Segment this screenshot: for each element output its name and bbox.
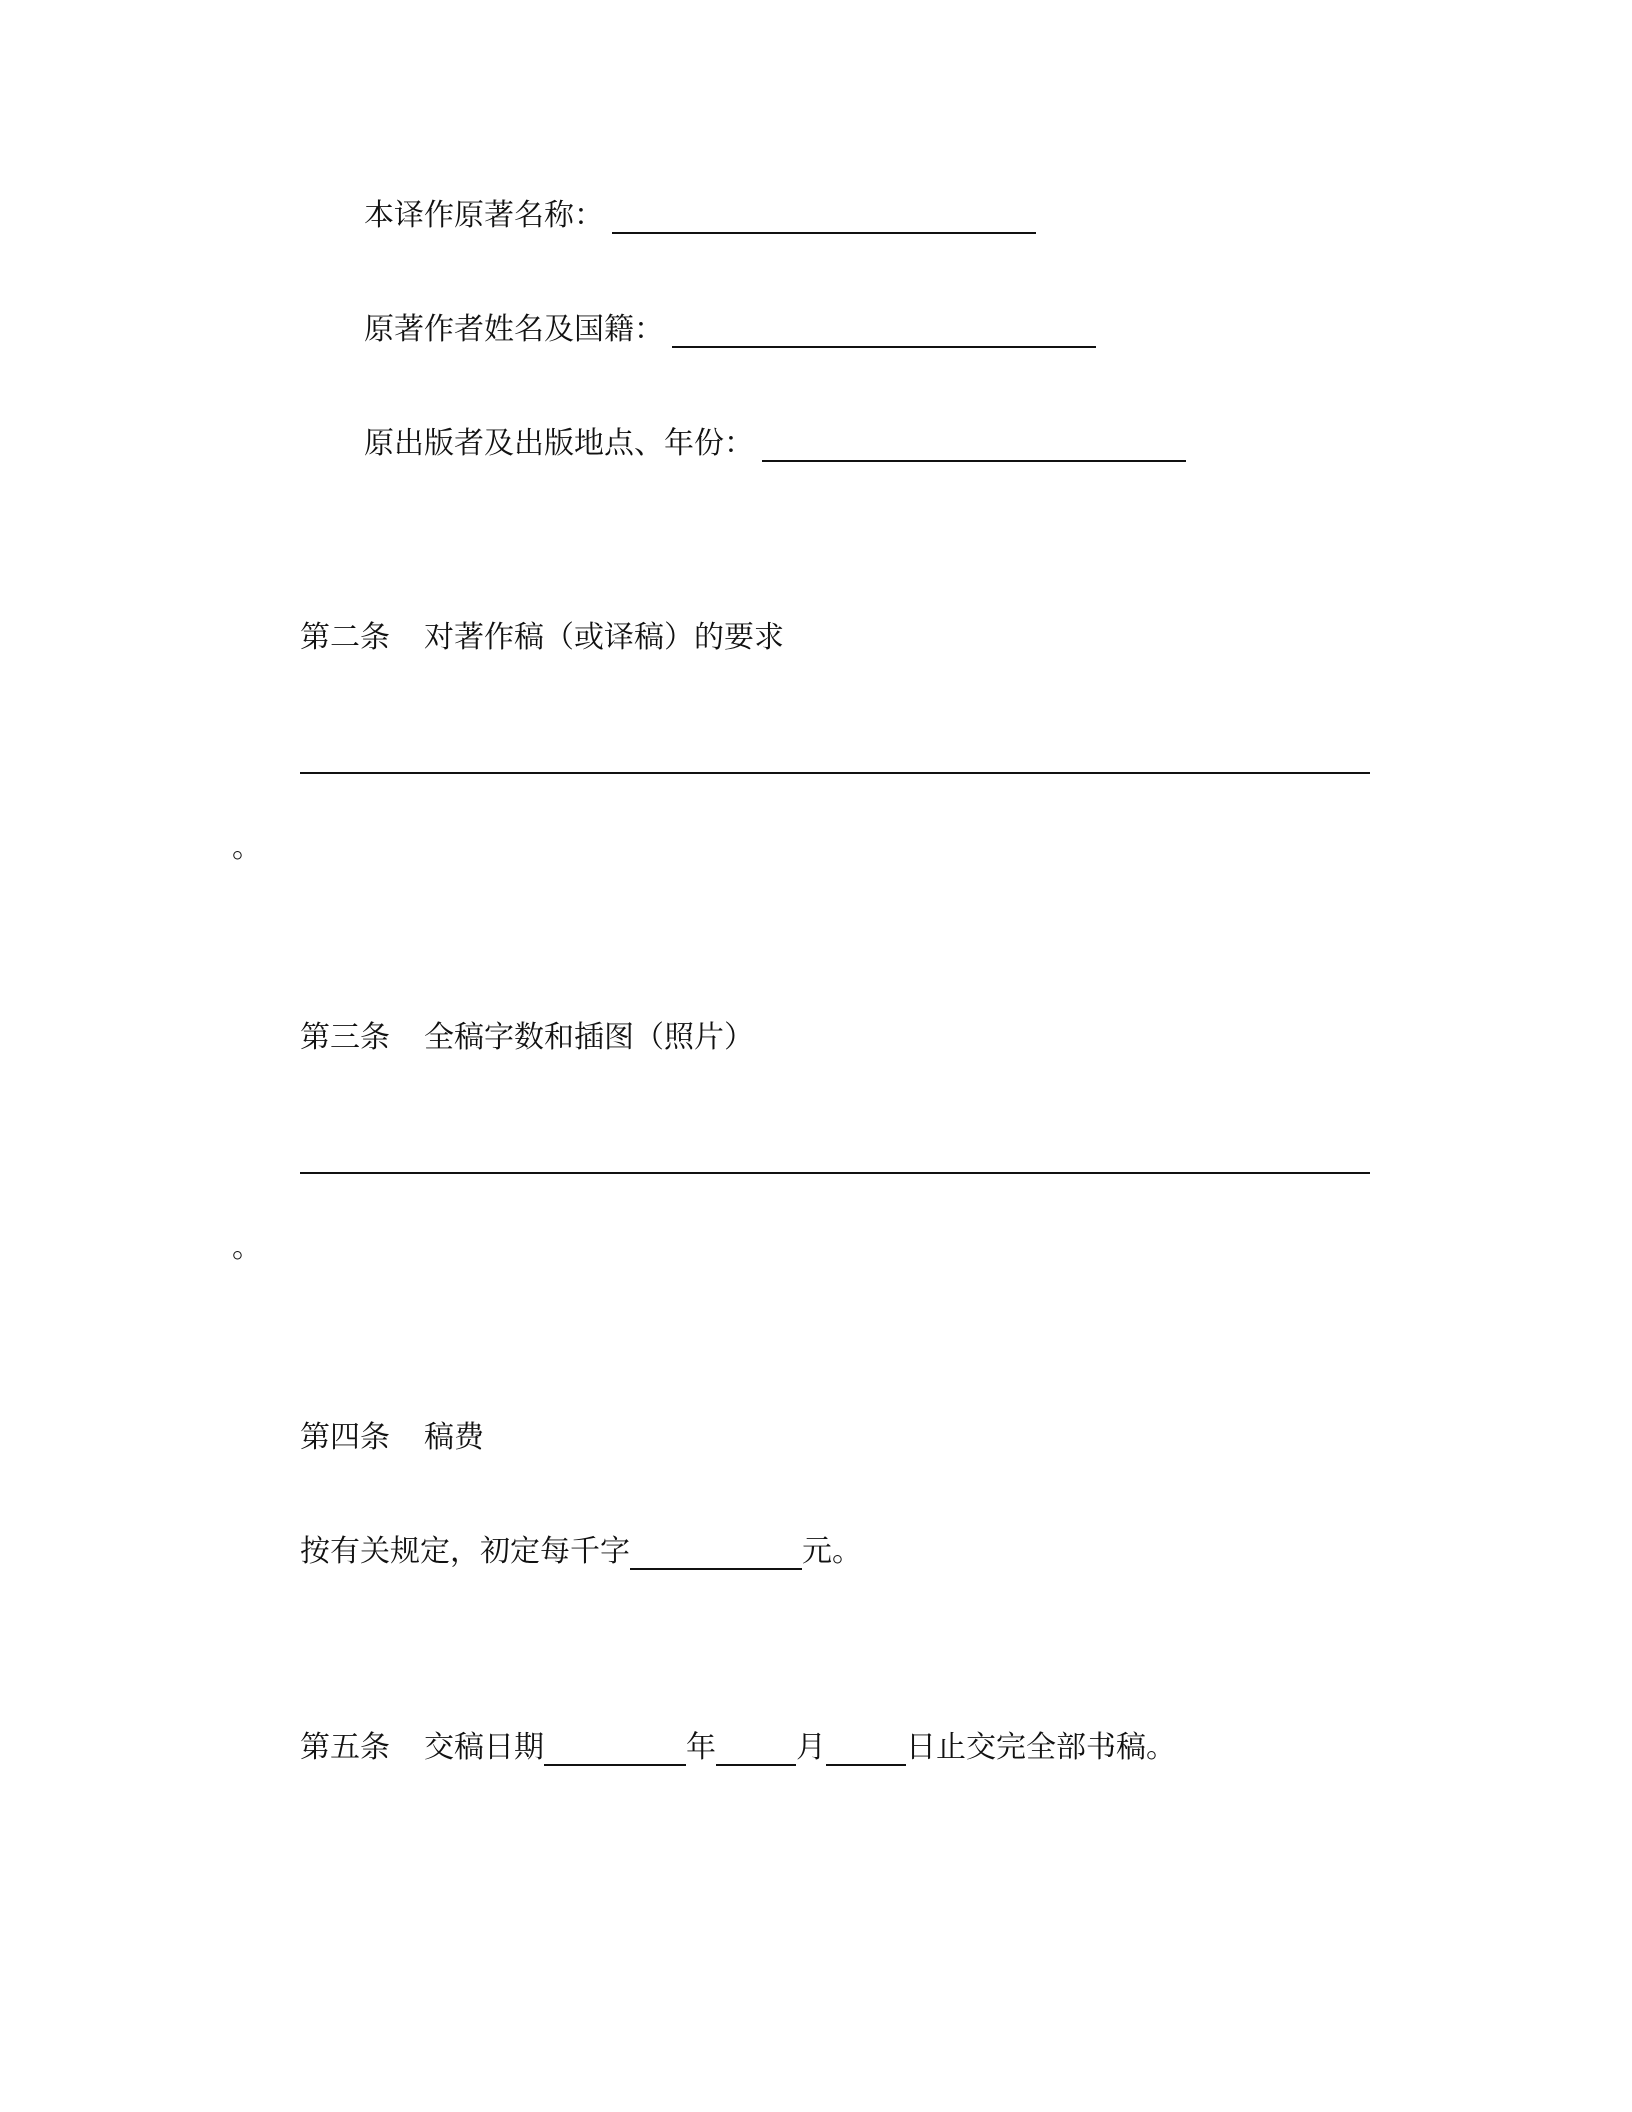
article5-title-prefix: 交稿日期: [424, 1730, 544, 1765]
article4-body: [300, 1532, 862, 1572]
article2-heading: [300, 618, 784, 658]
original-author-label: 原著作者姓名及国籍：: [364, 312, 664, 347]
original-author-field: [364, 310, 1096, 350]
article2-title: 对著作稿（或译稿）的要求: [424, 620, 784, 655]
article5-month-label: 月: [796, 1730, 826, 1765]
article2-number: 第二条: [300, 620, 390, 655]
article3-heading: [300, 1018, 754, 1058]
article3-title: 全稿字数和插图（照片）: [424, 1020, 754, 1055]
article5-suffix: 日止交完全部书稿。: [906, 1730, 1176, 1765]
article5-month-blank[interactable]: [716, 1730, 796, 1766]
original-publisher-blank[interactable]: [762, 426, 1186, 462]
original-author-blank[interactable]: [672, 312, 1096, 348]
article3-blank-line[interactable]: [300, 1172, 1370, 1174]
original-title-blank[interactable]: [612, 198, 1036, 234]
article5-day-blank[interactable]: [826, 1730, 906, 1766]
article4-body-suffix: 元。: [802, 1534, 862, 1569]
article5-number: 第五条: [300, 1730, 390, 1765]
article2-blank-line[interactable]: [300, 772, 1370, 774]
article4-rate-blank[interactable]: [630, 1534, 802, 1570]
original-publisher-label: 原出版者及出版地点、年份：: [364, 426, 754, 461]
original-title-label: 本译作原著名称：: [364, 198, 604, 233]
article4-title: 稿费: [424, 1420, 484, 1455]
article5-year-label: 年: [686, 1730, 716, 1765]
article4-heading: [300, 1418, 484, 1458]
article5-line: [300, 1728, 1176, 1768]
article5-year-blank[interactable]: [544, 1730, 686, 1766]
original-publisher-field: [364, 424, 1186, 464]
article4-number: 第四条: [300, 1420, 390, 1455]
article4-body-prefix: 按有关规定，初定每千字: [300, 1534, 630, 1569]
article2-period: 。: [232, 830, 262, 865]
article3-period: 。: [232, 1230, 262, 1265]
article3-number: 第三条: [300, 1020, 390, 1055]
original-title-field: [364, 196, 1036, 236]
